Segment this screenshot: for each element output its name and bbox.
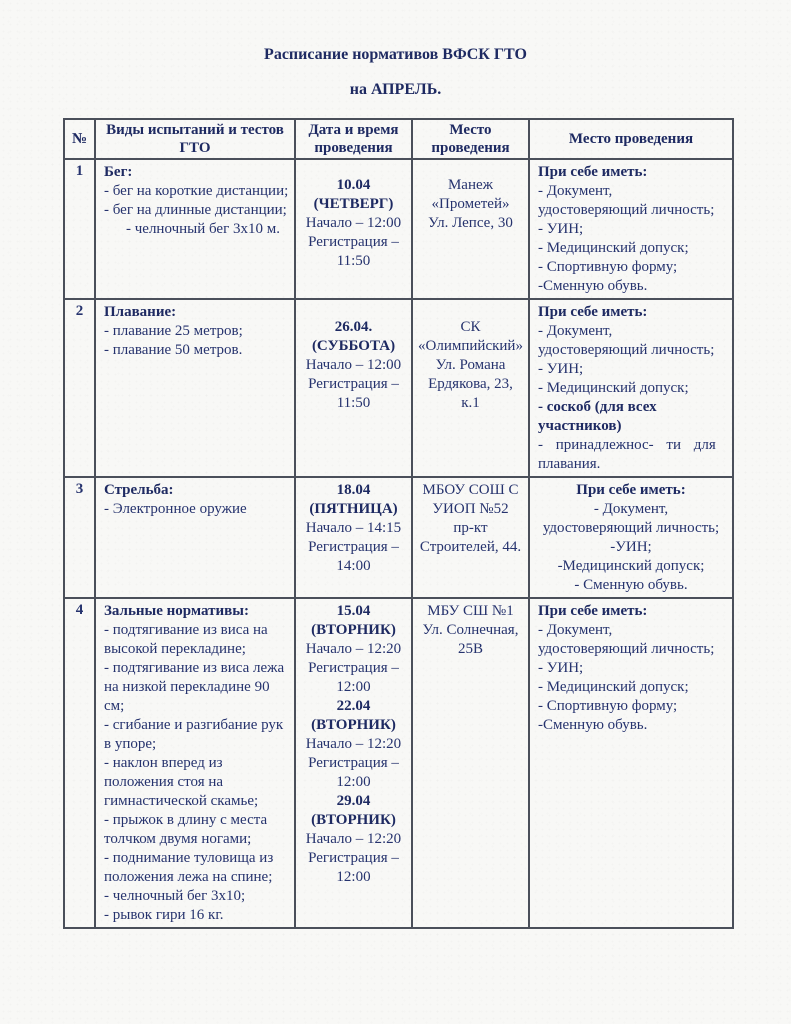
cell-line: участников) xyxy=(538,418,622,434)
cell-line: Начало – 12:20 xyxy=(305,736,402,752)
schedule-body xyxy=(64,159,733,928)
cell-line: При себе иметь: xyxy=(538,603,648,619)
header-test-types: Виды испытаний и тестов ГТО xyxy=(95,119,295,159)
cell-line: -Сменную обувь. xyxy=(538,717,648,733)
cell-line: плавания. xyxy=(538,456,601,472)
cell-line: При себе иметь: xyxy=(538,164,648,180)
cell-line: Регистрация – xyxy=(308,755,399,771)
cell-line: Начало – 12:20 xyxy=(305,831,402,847)
cell-line: 18.04 xyxy=(336,482,371,498)
header-location-details: Место проведения xyxy=(529,119,733,159)
cell-line: гимнастической скамье; xyxy=(104,793,259,809)
cell-line: - УИН; xyxy=(538,221,584,237)
cell-line: - Медицинский допуск; xyxy=(538,679,689,695)
datetime-cell xyxy=(295,299,412,477)
tests-cell xyxy=(95,598,295,928)
cell-line: - УИН; xyxy=(538,660,584,676)
row-number: 3 xyxy=(64,477,95,598)
row-number: 4 xyxy=(64,598,95,928)
cell-line: Ул. Романа xyxy=(435,357,506,373)
cell-line: - подтягивание из виса на xyxy=(104,622,268,638)
cell-line: 11:50 xyxy=(336,395,371,411)
table-row xyxy=(64,477,733,598)
cell-line: УИОП №52 xyxy=(432,501,509,517)
cell-line: (СУББОТА) xyxy=(311,338,396,354)
location-cell xyxy=(412,299,529,477)
cell-line: положения стоя на xyxy=(104,774,224,790)
datetime-cell xyxy=(295,598,412,928)
cell-line: Ердякова, 23, xyxy=(428,376,513,392)
row-number: 2 xyxy=(64,299,95,477)
cell-line: - Документ, xyxy=(538,323,613,339)
cell-line: Регистрация – xyxy=(308,660,399,676)
tests-cell xyxy=(95,477,295,598)
bring-cell xyxy=(529,477,733,598)
cell-line: Плавание: xyxy=(104,304,177,320)
cell-line: (ВТОРНИК) xyxy=(311,812,396,828)
header-row xyxy=(64,119,733,159)
cell-line: - поднимание туловища из xyxy=(104,850,274,866)
cell-line: Начало – 12:00 xyxy=(305,357,402,373)
cell-line: удостоверяющий личность; xyxy=(538,342,715,358)
cell-line: удостоверяющий личность; xyxy=(542,520,720,536)
cell-line: на низкой перекладине 90 xyxy=(104,679,270,695)
cell-line: «Олимпийский» xyxy=(418,338,523,354)
cell-line: - Электронное оружие xyxy=(104,501,247,517)
cell-line: в упоре; xyxy=(104,736,157,752)
cell-line: - бег на короткие дистанции; xyxy=(104,183,289,199)
cell-line: Манеж xyxy=(447,177,494,193)
tests-cell xyxy=(95,299,295,477)
cell-line: Начало – 14:15 xyxy=(305,520,402,536)
cell-line: - принадлежнос- ти для xyxy=(538,437,716,453)
cell-line: пр-кт xyxy=(453,520,488,536)
cell-line: 26.04. xyxy=(334,319,373,335)
cell-line: - соскоб (для всех xyxy=(538,399,657,415)
row-number: 1 xyxy=(64,159,95,299)
cell-line: - наклон вперед из xyxy=(104,755,223,771)
cell-line: При себе иметь: xyxy=(538,304,648,320)
cell-line: Регистрация – xyxy=(308,850,399,866)
document-title-line1: Расписание нормативов ВФСК ГТО xyxy=(264,46,527,63)
cell-line: - челночный бег 3х10; xyxy=(104,888,246,904)
cell-line: При себе иметь: xyxy=(576,482,686,498)
cell-line: -Медицинский допуск; xyxy=(557,558,705,574)
cell-line: - подтягивание из виса лежа xyxy=(104,660,285,676)
cell-line: - Документ, xyxy=(538,622,613,638)
cell-line: удостоверяющий личность; xyxy=(538,641,715,657)
cell-line: - бег на длинные дистанции; xyxy=(104,202,287,218)
cell-line: - плавание 50 метров. xyxy=(104,342,243,358)
cell-line: - Документ, xyxy=(538,183,613,199)
cell-line: 22.04 xyxy=(336,698,371,714)
cell-line: МБОУ СОШ С xyxy=(422,482,519,498)
cell-line: - Документ, xyxy=(593,501,669,517)
cell-line: 12:00 xyxy=(336,679,371,695)
tests-cell xyxy=(95,159,295,299)
header-location: Место проведения xyxy=(412,119,529,159)
location-cell xyxy=(412,159,529,299)
cell-line: (ПЯТНИЦА) xyxy=(309,501,398,517)
cell-line: Зальные нормативы: xyxy=(104,603,249,619)
table-row xyxy=(64,159,733,299)
cell-line: Начало – 12:20 xyxy=(305,641,402,657)
cell-line: к.1 xyxy=(461,395,480,411)
cell-line: положения лежа на спине; xyxy=(104,869,273,885)
cell-line: толчком двумя ногами; xyxy=(104,831,252,847)
cell-line: - сгибание и разгибание рук xyxy=(104,717,284,733)
cell-line: (ВТОРНИК) xyxy=(311,717,396,733)
cell-line: - УИН; xyxy=(538,361,584,377)
cell-line: Строителей, 44. xyxy=(419,539,522,555)
cell-line: 10.04 xyxy=(336,177,371,193)
cell-line: Ул. Солнечная, xyxy=(422,622,519,638)
cell-line: -УИН; xyxy=(610,539,652,555)
cell-line: (ЧЕТВЕРГ) xyxy=(313,196,394,212)
cell-line: см; xyxy=(104,698,125,714)
cell-line: 12:00 xyxy=(336,774,371,790)
bring-cell xyxy=(529,159,733,299)
schedule-table xyxy=(63,118,734,929)
cell-line: МБУ СШ №1 xyxy=(427,603,514,619)
cell-line: 15.04 xyxy=(336,603,371,619)
datetime-cell xyxy=(295,159,412,299)
cell-line: Бег: xyxy=(104,164,133,180)
header-number: № xyxy=(64,119,95,159)
cell-line: - Медицинский допуск; xyxy=(538,380,689,396)
table-row xyxy=(64,299,733,477)
cell-line: - челночный бег 3х10 м. xyxy=(126,221,280,237)
cell-line: 29.04 xyxy=(336,793,371,809)
header-date-time: Дата и время проведения xyxy=(295,119,412,159)
cell-line: Регистрация – xyxy=(308,234,399,250)
cell-line: 25В xyxy=(457,641,483,657)
bring-cell xyxy=(529,598,733,928)
cell-line: 14:00 xyxy=(336,558,371,574)
cell-line: Регистрация – xyxy=(308,376,399,392)
cell-line: СК xyxy=(460,319,481,335)
location-cell xyxy=(412,598,529,928)
location-cell xyxy=(412,477,529,598)
cell-line: Начало – 12:00 xyxy=(305,215,402,231)
table-row xyxy=(64,598,733,928)
cell-line: высокой перекладине; xyxy=(104,641,246,657)
cell-line: удостоверяющий личность; xyxy=(538,202,715,218)
document-title-line2: на АПРЕЛЬ. xyxy=(349,81,442,98)
cell-line: - прыжок в длину с места xyxy=(104,812,268,828)
cell-line: (ВТОРНИК) xyxy=(311,622,396,638)
cell-line: - рывок гири 16 кг. xyxy=(104,907,224,923)
cell-line: - Спортивную форму; xyxy=(538,698,678,714)
datetime-cell xyxy=(295,477,412,598)
bring-cell xyxy=(529,299,733,477)
cell-line: Ул. Лепсе, 30 xyxy=(428,215,513,231)
cell-line: Регистрация – xyxy=(308,539,399,555)
cell-line: 11:50 xyxy=(336,253,371,269)
cell-line: - плавание 25 метров; xyxy=(104,323,243,339)
cell-line: - Сменную обувь. xyxy=(574,577,688,593)
cell-line: - Спортивную форму; xyxy=(538,259,678,275)
cell-line: «Прометей» xyxy=(431,196,510,212)
cell-line: - Медицинский допуск; xyxy=(538,240,689,256)
cell-line: 12:00 xyxy=(336,869,371,885)
cell-line: -Сменную обувь. xyxy=(538,278,648,294)
cell-line: Стрельба: xyxy=(104,482,174,498)
